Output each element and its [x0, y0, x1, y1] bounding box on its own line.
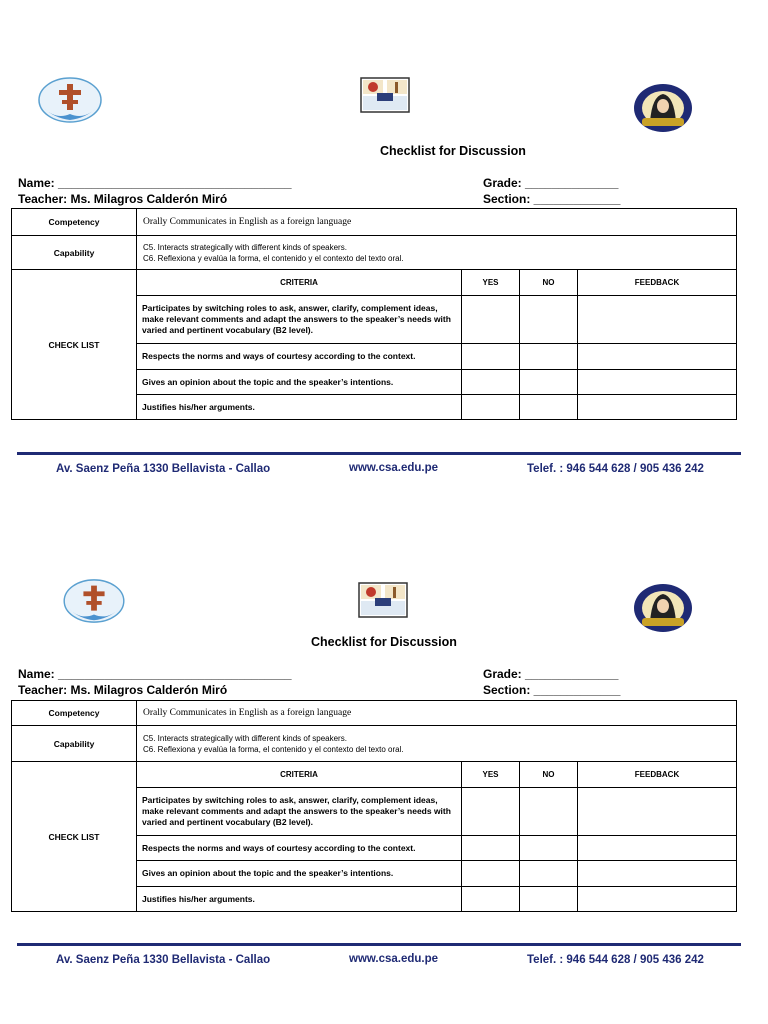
criteria-header: CRITERIA: [137, 270, 462, 296]
footer-divider: [17, 943, 741, 946]
yes-header: YES: [462, 270, 520, 296]
teacher-label: Teacher: Ms. Milagros Calderón Miró: [18, 192, 228, 206]
capability-c6: C6. Reflexiona y evalúa la forma, el contenido y el contexto del texto oral.: [143, 253, 404, 263]
yes-cell[interactable]: [462, 861, 520, 887]
no-cell[interactable]: [520, 788, 578, 836]
yes-cell[interactable]: [462, 887, 520, 912]
criterion-text: Participates by switching roles to ask, answer, clarify, complement ideas, make relevant comments and adapt the answers to the speaker’s needs with varied and pertinent vocabulary (B2 level).: [137, 788, 462, 836]
feedback-cell[interactable]: [578, 861, 737, 887]
shield-crest-icon: [357, 581, 409, 619]
section-field-label: Section: _____________: [483, 683, 621, 697]
grade-field-label: Grade: ______________: [483, 667, 619, 681]
grade-field-label: Grade: ______________: [483, 176, 619, 190]
document-title: Checklist for Discussion: [311, 635, 457, 649]
yes-cell[interactable]: [462, 836, 520, 861]
capability-label: Capability: [12, 726, 137, 762]
criterion-text: Participates by switching roles to ask, answer, clarify, complement ideas, make relevant comments and adapt the answers to the speaker’s needs with varied and pertinent vocabulary (B2 level).: [137, 296, 462, 344]
yes-cell[interactable]: [462, 788, 520, 836]
capability-value: [137, 726, 737, 762]
competency-label: Competency: [12, 209, 137, 236]
checklist-label: CHECK LIST: [12, 762, 137, 912]
capability-c6: C6. Reflexiona y evalúa la forma, el contenido y el contexto del texto oral.: [143, 744, 404, 754]
feedback-cell[interactable]: [578, 887, 737, 912]
feedback-cell[interactable]: [578, 788, 737, 836]
name-field-label: Name: ___________________________________: [18, 176, 292, 190]
competency-value: Orally Communicates in English as a foreign language: [137, 701, 737, 726]
capability-c5: C5. Interacts strategically with different kinds of speakers.: [143, 733, 347, 743]
no-header: NO: [520, 762, 578, 788]
name-field-label: Name: ___________________________________: [18, 667, 292, 681]
feedback-header: FEEDBACK: [578, 270, 737, 296]
footer-website[interactable]: www.csa.edu.pe: [349, 953, 439, 965]
checklist-label: CHECK LIST: [12, 270, 137, 420]
competency-label: Competency: [12, 701, 137, 726]
criterion-text: Respects the norms and ways of courtesy according to the context.: [137, 344, 462, 370]
teacher-label: Teacher: Ms. Milagros Calderón Miró: [18, 683, 228, 697]
yes-header: YES: [462, 762, 520, 788]
criterion-text: Gives an opinion about the topic and the speaker’s intentions.: [137, 370, 462, 395]
no-header: NO: [520, 270, 578, 296]
footer-website[interactable]: www.csa.edu.pe: [349, 462, 439, 474]
capability-label: Capability: [12, 236, 137, 270]
competency-value: Orally Communicates in English as a foreign language: [137, 209, 737, 236]
checklist-table: [11, 700, 737, 912]
criterion-text: Justifies his/her arguments.: [137, 887, 462, 912]
criterion-text: Justifies his/her arguments.: [137, 395, 462, 420]
section-field-label: Section: _____________: [483, 192, 621, 206]
nun-portrait-seal-icon: [632, 582, 694, 634]
footer-address: Av. Saenz Peña 1330 Bellavista - Callao: [56, 954, 271, 966]
document-title: Checklist for Discussion: [380, 144, 526, 158]
cross-emblem-icon: [60, 576, 128, 626]
criteria-header: CRITERIA: [137, 762, 462, 788]
criterion-text: Respects the norms and ways of courtesy according to the context.: [137, 836, 462, 861]
footer-phone: Telef. : 946 544 628 / 905 436 242: [527, 463, 704, 475]
criterion-text: Gives an opinion about the topic and the speaker’s intentions.: [137, 861, 462, 887]
feedback-header: FEEDBACK: [578, 762, 737, 788]
feedback-cell[interactable]: [578, 836, 737, 861]
capability-c5: C5. Interacts strategically with different kinds of speakers.: [143, 242, 347, 252]
footer-address: Av. Saenz Peña 1330 Bellavista - Callao: [56, 463, 271, 475]
no-cell[interactable]: [520, 887, 578, 912]
no-cell[interactable]: [520, 861, 578, 887]
footer-phone: Telef. : 946 544 628 / 905 436 242: [527, 954, 704, 966]
no-cell[interactable]: [520, 836, 578, 861]
